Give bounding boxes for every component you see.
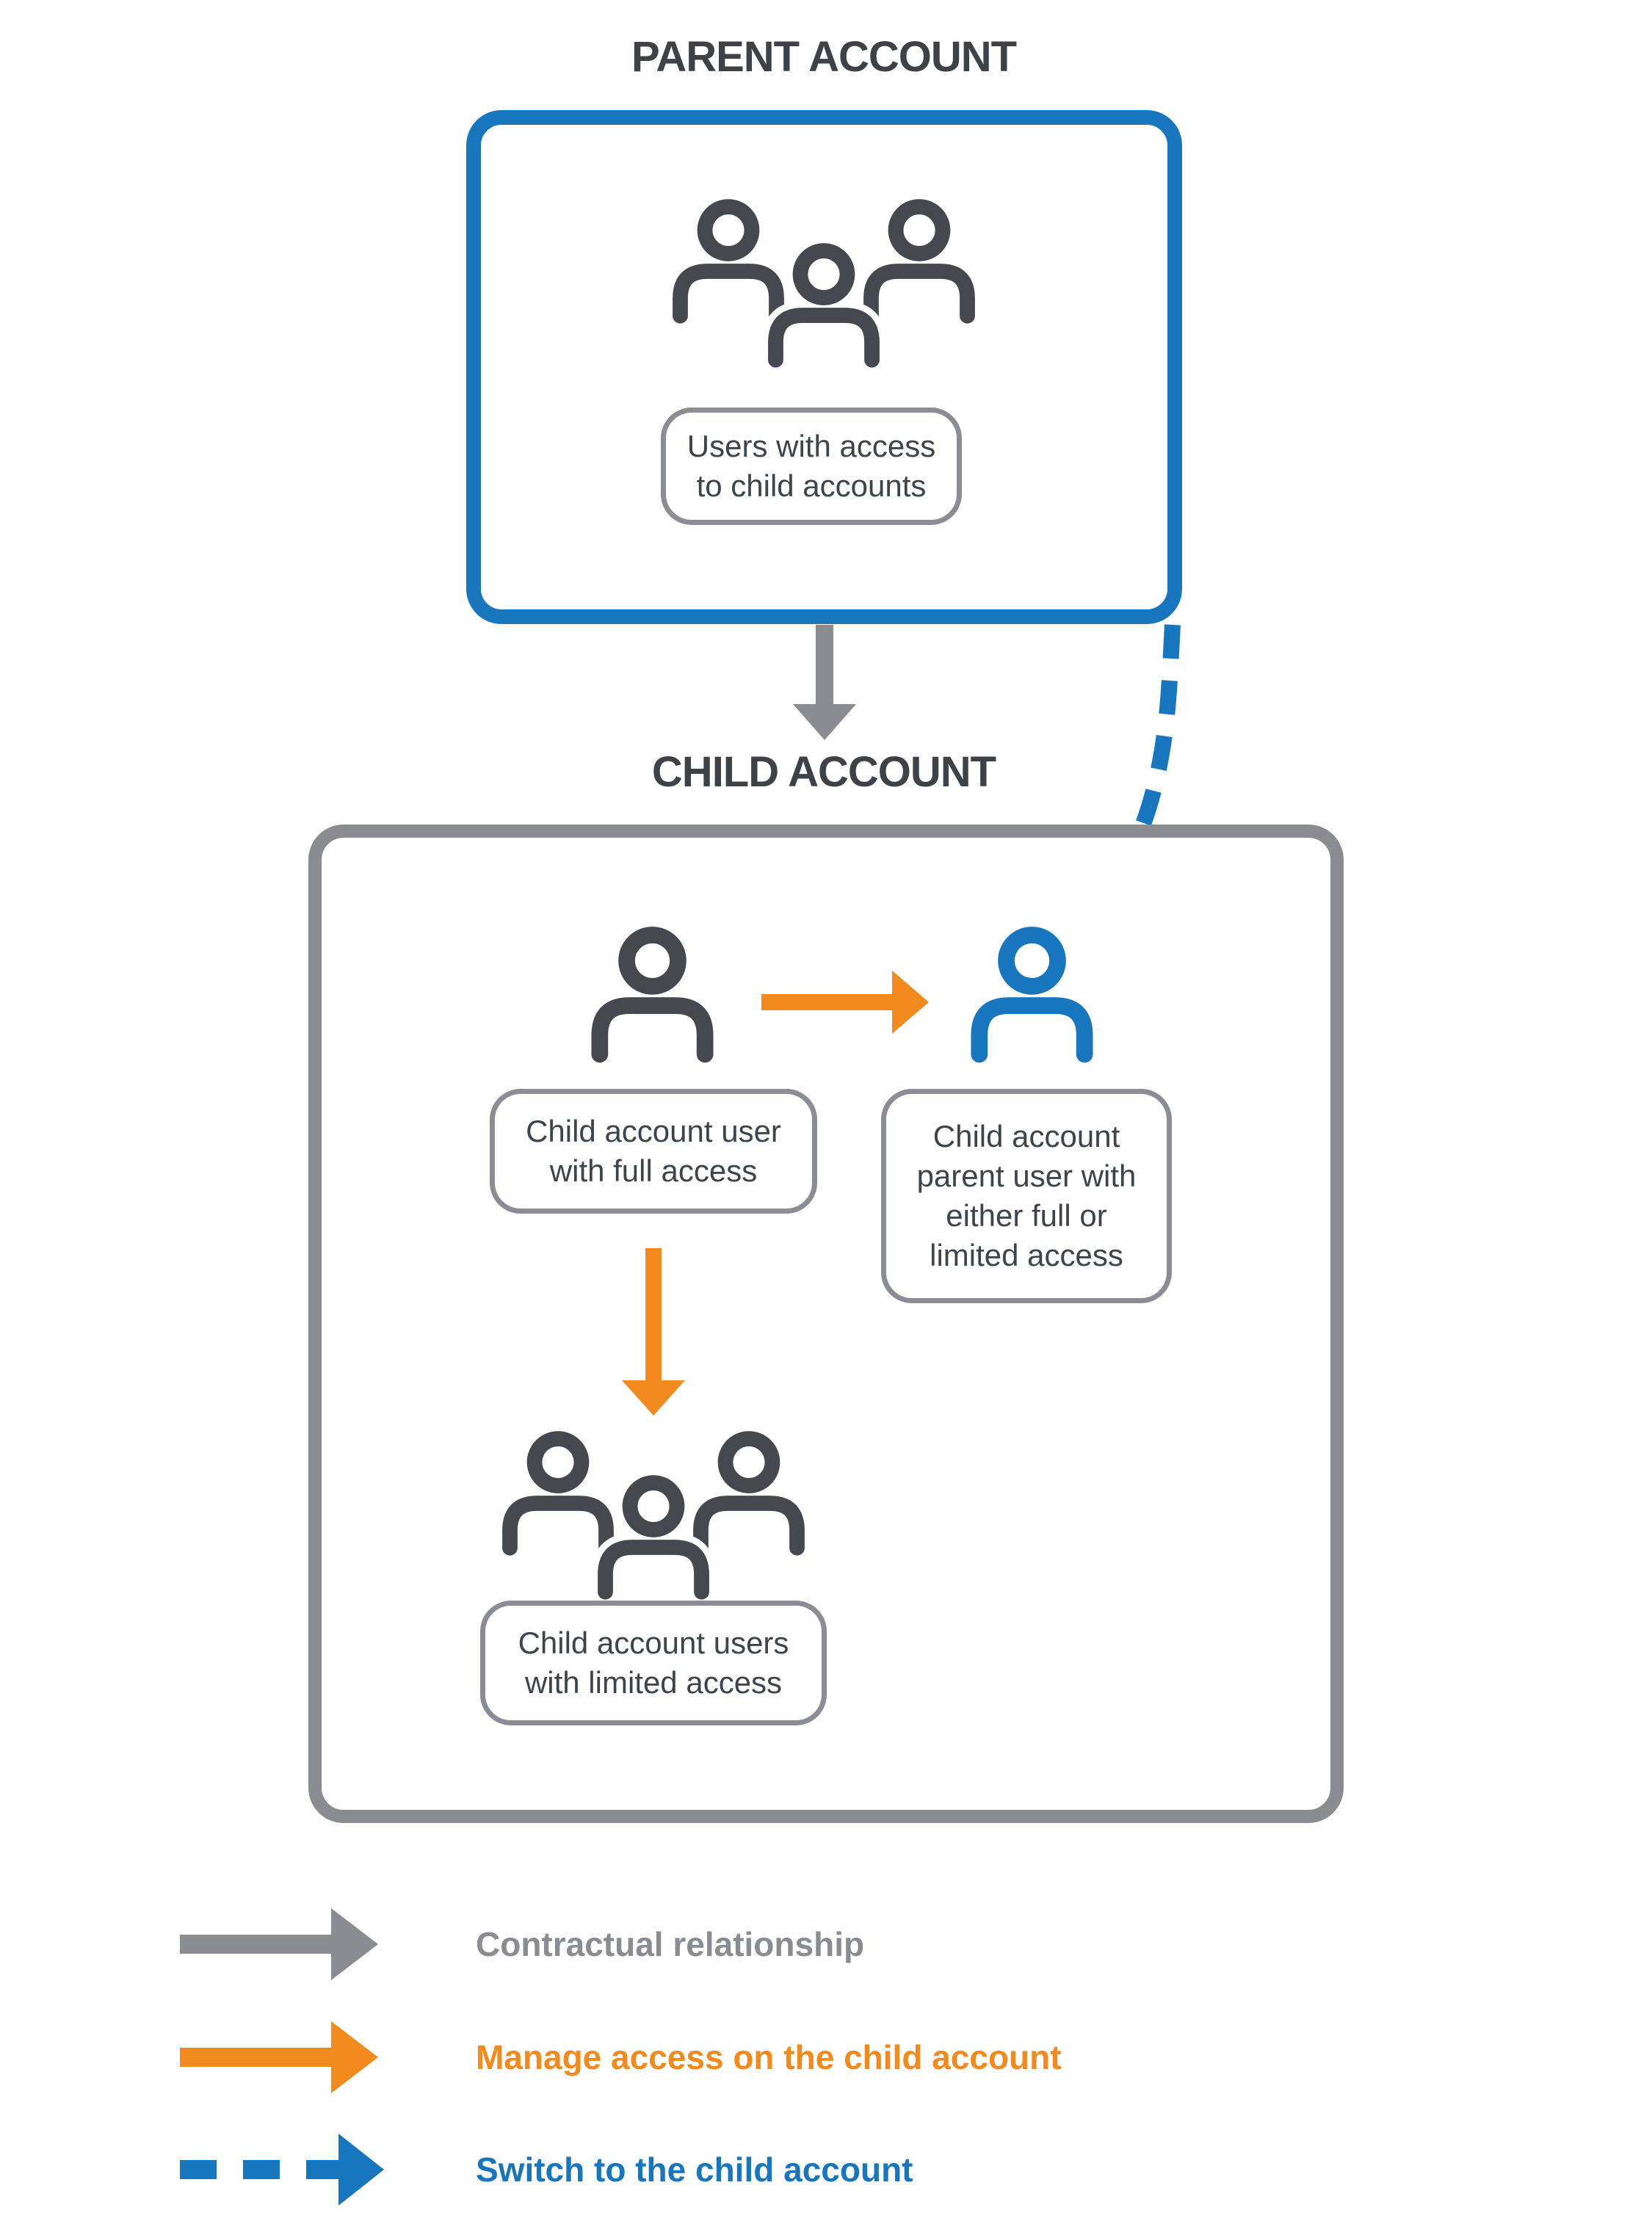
- person-icon: [588, 927, 717, 1065]
- legend-label: Manage access on the child account: [476, 2038, 1062, 2076]
- parent-user-label: [881, 1089, 1172, 1303]
- limited-users-label: [480, 1601, 827, 1725]
- label-line: Users with access: [686, 429, 936, 463]
- solid-gray-arrow-icon: [180, 1882, 385, 2007]
- label-line: Child account users: [518, 1626, 789, 1660]
- manage-access-arrow-icon: [761, 969, 929, 1035]
- child-account-title: CHILD ACCOUNT: [651, 748, 996, 796]
- users-group-icon: [499, 1432, 808, 1604]
- parent-account-title: PARENT ACCOUNT: [631, 33, 1017, 81]
- person-icon: [595, 1476, 712, 1601]
- legend-item: [180, 1995, 385, 2120]
- label-line: with full access: [549, 1153, 758, 1188]
- label-line: either full or: [946, 1198, 1107, 1233]
- label-line: to child accounts: [696, 468, 927, 503]
- label-line: Child account user: [526, 1114, 781, 1148]
- full-access-user-label: [490, 1089, 817, 1214]
- legend-item: [180, 1882, 385, 2007]
- label-line: parent user with: [916, 1159, 1137, 1193]
- dashed-blue-arrow-icon: [180, 2107, 385, 2232]
- legend-label: Contractual relationship: [476, 1925, 865, 1963]
- person-icon-blue: [968, 927, 1096, 1065]
- legend-item: [180, 2107, 385, 2232]
- manage-access-arrow-icon: [620, 1248, 686, 1417]
- label-line: with limited access: [524, 1665, 783, 1700]
- legend-label: Switch to the child account: [476, 2151, 913, 2189]
- label-line: limited access: [930, 1238, 1123, 1272]
- label-line: Child account: [932, 1119, 1120, 1153]
- solid-orange-arrow-icon: [180, 1995, 385, 2120]
